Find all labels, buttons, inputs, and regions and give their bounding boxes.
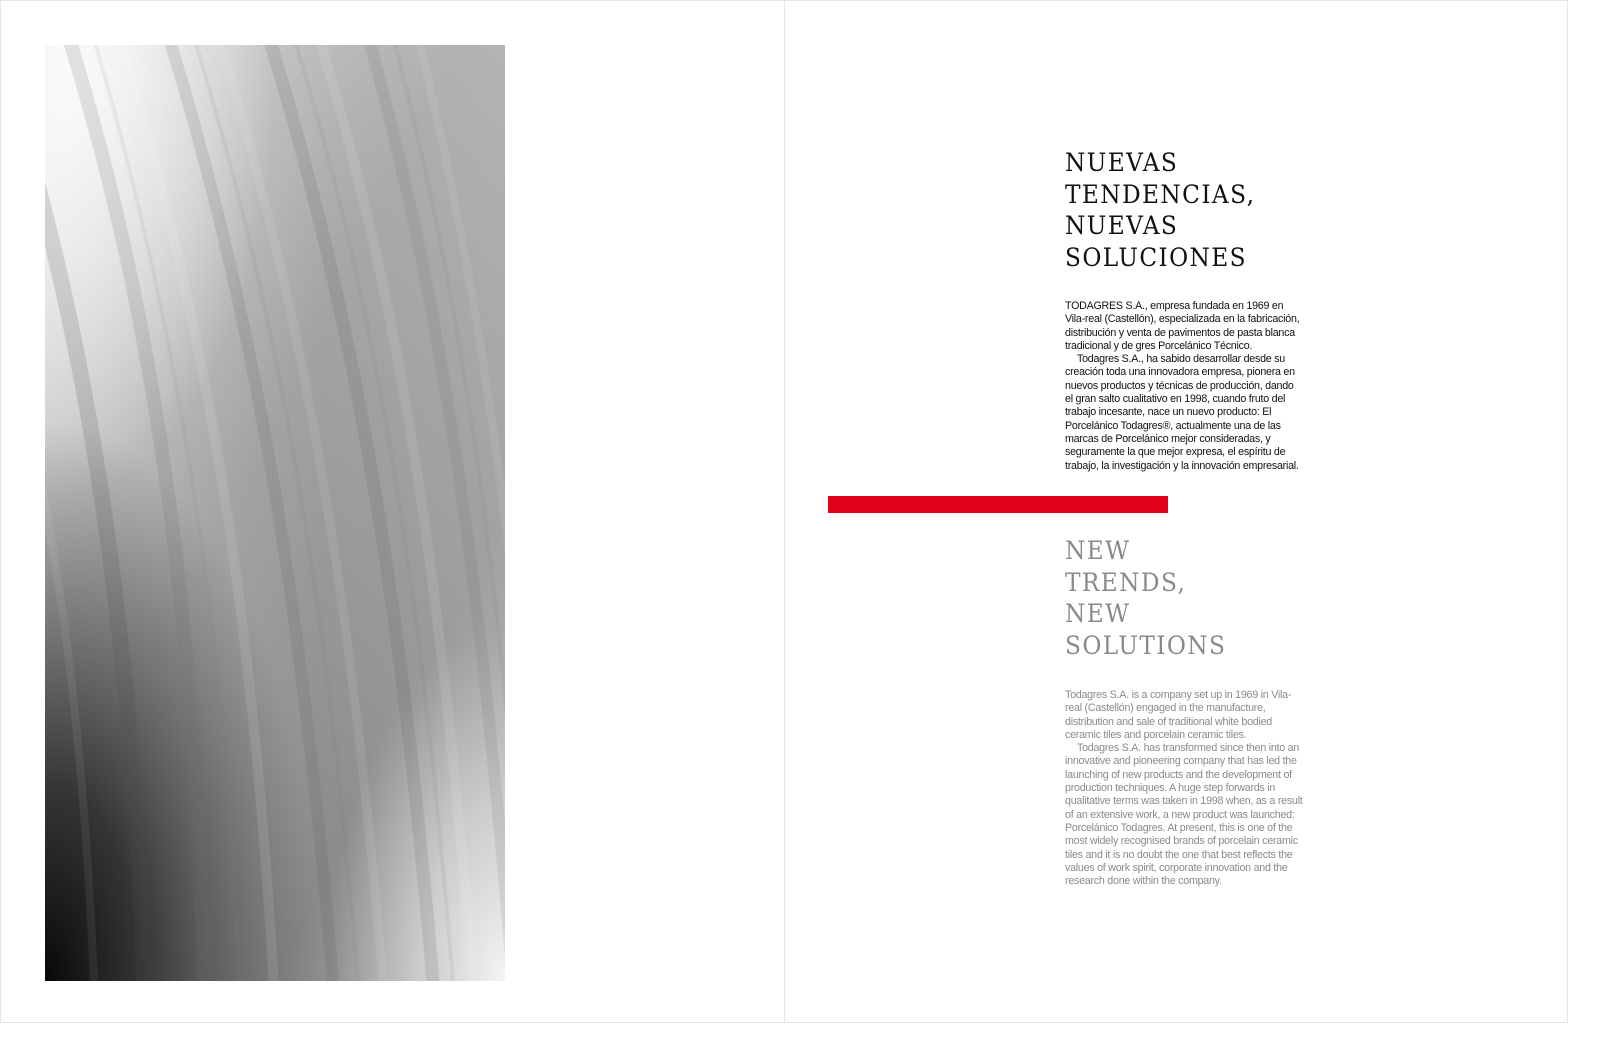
spanish-paragraph: TODAGRES S.A., empresa fundada en 1969 en Vila-real (Castellón), especializada en la fabricación, distribución y venta de pavimentos de pasta blanca tradicional y de gres Porcelánico Técnico.	[1065, 300, 1300, 352]
english-heading-line: NEW	[1065, 536, 1131, 565]
grayscale-texture-photo	[45, 45, 505, 981]
english-heading	[1065, 535, 1226, 661]
spanish-heading-line: NUEVAS	[1065, 211, 1179, 240]
right-page	[784, 0, 1568, 1023]
english-paragraph: Todagres S.A. is a company set up in 1969 in Vila-real (Castellón) engaged in the manufacture, distribution and sale of traditional white bodied ceramic tiles and porcelain ceramic tiles.	[1065, 689, 1292, 741]
left-page	[0, 0, 785, 1023]
english-heading-line: NEW	[1065, 599, 1131, 628]
english-heading-line: SOLUTIONS	[1065, 630, 1227, 660]
spanish-heading-line: SOLUCIONES	[1065, 242, 1247, 272]
spanish-heading-line: TENDENCIAS,	[1065, 179, 1256, 209]
red-divider-bar	[828, 496, 1168, 513]
spanish-heading	[1065, 147, 1255, 273]
english-body-text	[1065, 689, 1303, 888]
spanish-heading-line: NUEVAS	[1065, 148, 1179, 177]
spanish-paragraph: Todagres S.A., ha sabido desarrollar desde su creación toda una innovadora empresa, pionera en nuevos productos y técnicas de producción, dando el gran salto cualitativo en 1998, cuando fruto del trabajo incesante, nace un nuevo producto: El Porcelánico Todagres®, actualmente una de las marcas de Porcelánico mejor consideradas, y seguramente la que mejor expresa, el espíritu de trabajo, la investigación y la innovación empresarial.	[1065, 353, 1299, 472]
spanish-body-text	[1065, 300, 1303, 473]
english-paragraph: Todagres S.A. has transformed since then into an innovative and pioneering company that has led the launching of new products and the development of production techniques. A huge step forwards in qualitative terms was taken in 1998 when, as a result of an extensive work, a new product was launched: Porcelánico Todagres. At present, this is one of the most widely recognised brands of porcelain ceramic tiles and it is no doubt the one that best reflects the values of work spirit, corporate innovation and the research done within the company.	[1065, 742, 1303, 888]
english-heading-line: TRENDS,	[1065, 567, 1187, 597]
